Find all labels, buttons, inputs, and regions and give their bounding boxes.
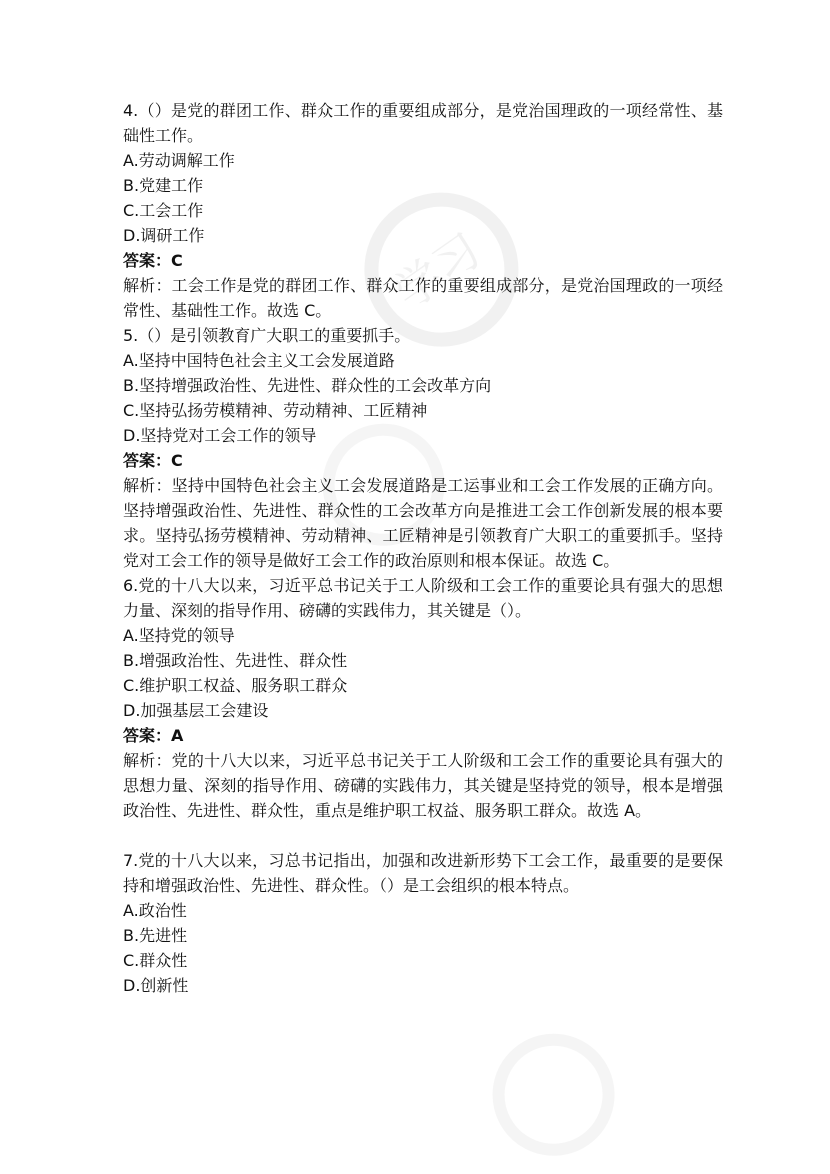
question-4 (123, 98, 723, 323)
option-d: D.坚持党对工会工作的领导 (123, 426, 317, 445)
analysis-text: 解析：坚持中国特色社会主义工会发展道路是工运事业和工会工作发展的正确方向。坚持增强政治性、先进性、群众性的工会改革方向是推进工会工作创新发展的根本要求。坚持弘扬劳模精神、劳动精神、工匠精神是引领教育广大职工的重要抓手。坚持党对工会工作的领导是做好工会工作的政治原则和根本保证。故选 C。 (123, 476, 723, 570)
option-a: A.政治性 (123, 901, 187, 920)
analysis-text: 解析：党的十八大以来，习近平总书记关于工人阶级和工会工作的重要论具有强大的思想力量、深刻的指导作用、磅礴的实践伟力，其关键是坚持党的领导，根本是增强政治性、先进性、群众性，重点是维护职工权益、服务职工群众。故选 A。 (123, 751, 723, 820)
question-stem: 4.（）是党的群团工作、群众工作的重要组成部分，是党治国理政的一项经常性、基础性工作。 (123, 101, 723, 145)
option-c: C.工会工作 (123, 201, 204, 220)
question-6 (123, 573, 723, 823)
answer-label: 答案：C (123, 251, 183, 270)
option-b: B.党建工作 (123, 176, 204, 195)
option-a: A.坚持党的领导 (123, 626, 235, 645)
question-7 (123, 848, 723, 998)
option-b: B.坚持增强政治性、先进性、群众性的工会改革方向 (123, 376, 492, 395)
svg-text:学习: 学习 (384, 222, 491, 320)
option-d: D.创新性 (123, 976, 189, 995)
option-c: C.群众性 (123, 951, 188, 970)
option-a: A.坚持中国特色社会主义工会发展道路 (123, 351, 395, 370)
question-list (123, 98, 723, 998)
answer-label: 答案：C (123, 451, 183, 470)
question-stem: 7.党的十八大以来，习总书记指出，加强和改进新形势下工会工作，最重要的是要保持和增强政治性、先进性、群众性。（）是工会组织的根本特点。 (123, 851, 723, 895)
option-c: C.维护职工权益、服务职工群众 (123, 676, 348, 695)
option-b: B.增强政治性、先进性、群众性 (123, 651, 348, 670)
option-d: D.调研工作 (123, 226, 205, 245)
option-b: B.先进性 (123, 926, 188, 945)
analysis-text: 解析：工会工作是党的群团工作、群众工作的重要组成部分，是党治国理政的一项经常性、基础性工作。故选 C。 (123, 276, 723, 320)
blank-line (123, 823, 723, 848)
question-stem: 6.党的十八大以来，习近平总书记关于工人阶级和工会工作的重要论具有强大的思想力量、深刻的指导作用、磅礴的实践伟力，其关键是（）。 (123, 576, 723, 620)
option-a: A.劳动调解工作 (123, 151, 235, 170)
answer-label: 答案：A (123, 726, 184, 745)
option-d: D.加强基层工会建设 (123, 701, 269, 720)
option-c: C.坚持弘扬劳模精神、劳动精神、工匠精神 (123, 401, 428, 420)
question-5 (123, 323, 723, 573)
question-stem: 5.（）是引领教育广大职工的重要抓手。 (123, 326, 411, 345)
